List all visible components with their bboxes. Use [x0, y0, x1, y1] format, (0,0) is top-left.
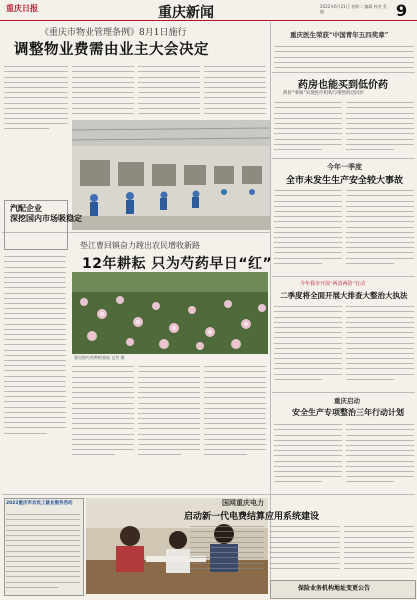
pharmacy-subhead: 药价“零加”实现医疗机构与零售药店同步 [283, 91, 365, 96]
power-text-col-1 [190, 522, 264, 578]
lead-text-col-4 [204, 62, 266, 120]
issue-meta: 2022年6月21日 星期二 编辑 校对 美编 [320, 4, 387, 14]
feature-text-col-3 [204, 362, 266, 492]
power-text-col-2 [270, 522, 340, 578]
campaign-text-col-2 [346, 302, 414, 390]
pharmacy-headline: 药房也能买到低价药 [298, 80, 388, 91]
lead-text-col-2 [72, 62, 134, 120]
feature-headline: 12年耕耘 只为芍药早日“红” [82, 256, 273, 272]
feature-text-col-2 [138, 362, 200, 492]
special-headline: 安全生产专项整治三年行动计划 [292, 408, 404, 417]
factory-photo [72, 120, 270, 230]
power-text-col-3 [344, 522, 414, 578]
ad-box-title: 2022重庆市农民工就业服务活动 [6, 501, 73, 506]
special-text-col-1 [274, 420, 342, 492]
feature-kicker: 垫江曹回镇奋力蹚出农民增收新路 [80, 241, 200, 250]
campaign-text-col-1 [274, 302, 342, 390]
peony-photo [72, 272, 268, 354]
pharmacy-text-col-2 [346, 98, 414, 156]
peony-caption: 曹回镇芍药种植基地 记者 摄 [74, 355, 125, 360]
pharmacy-text-col-1 [274, 98, 342, 156]
safety-kicker: 今年一季度 [327, 162, 362, 171]
newspaper-logo: 重庆日报 [6, 3, 38, 13]
power-kicker: 国网重庆电力 [222, 498, 264, 507]
safety-text-col-1 [274, 186, 342, 274]
page-number: 9 [396, 1, 408, 20]
special-kicker: 重庆启动 [334, 397, 360, 405]
lead-kicker: 《重庆市物业管理条例》8月1日施行 [40, 28, 187, 38]
masthead [0, 0, 417, 21]
special-text-col-2 [346, 420, 414, 492]
lead-text-col-3 [138, 62, 200, 120]
feature-text-col-1 [72, 362, 134, 492]
section-title: 重庆新闻 [158, 5, 214, 21]
lead-headline: 调整物业费需由业主大会决定 [14, 42, 209, 58]
ad-box-text [6, 510, 80, 590]
award-text [274, 42, 414, 72]
campaign-headline: 二季度将全面开展大排查大整治大执法 [280, 291, 408, 300]
notice-title: 保险业务机构地址变更公告 [298, 585, 371, 592]
campaign-kicker: 今年我市开展“两清两防”行动 [300, 281, 366, 287]
award-kicker: 重庆医生荣获“中国青年五四奖章” [290, 31, 389, 39]
safety-headline: 全市未发生生产安全较大事故 [286, 176, 404, 186]
power-headline: 启动新一代电费结算应用系统建设 [184, 512, 320, 522]
car-story-headline: 汽配企业 深挖国内市场吸稳定 [10, 204, 82, 223]
car-story-text [4, 252, 66, 492]
safety-text-col-2 [346, 186, 414, 274]
